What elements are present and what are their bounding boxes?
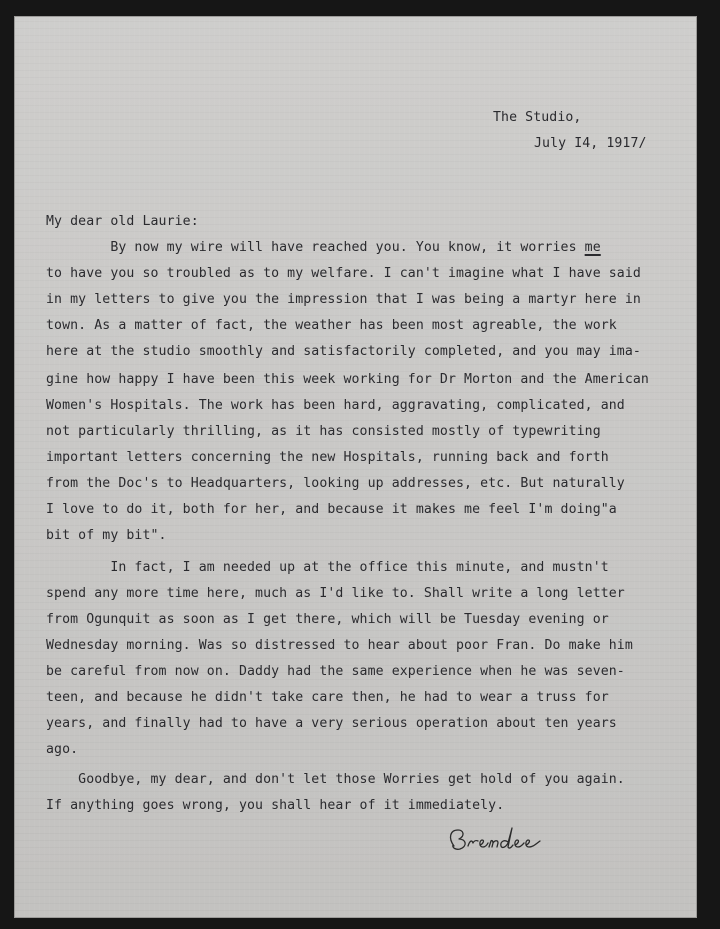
emphasized-word: me (584, 240, 601, 255)
paragraph-1-line-6: gine how happy I have been this week working for Dr Morton and the American (46, 372, 649, 387)
letter-place: The Studio, (493, 110, 582, 125)
paragraph-1-line-3: in my letters to give you the impression that I was being a martyr here in (46, 292, 641, 307)
paragraph-3-line-1: Goodbye, my dear, and don't let those Worries get hold of you again. (46, 772, 625, 787)
paragraph-1-line-1-text: By now my wire will have reached you. You know, it worries (46, 240, 585, 255)
paragraph-1-line-5: here at the studio smoothly and satisfactorily completed, and you may ima- (46, 344, 641, 359)
paragraph-2-line-5: be careful from now on. Daddy had the same experience when he was seven- (46, 664, 625, 679)
paragraph-2-line-6: teen, and because he didn't take care then, he had to wear a truss for (46, 690, 609, 705)
paragraph-1-line-2: to have you so troubled as to my welfare. I can't imagine what I have said (46, 266, 641, 281)
paragraph-2-line-1: In fact, I am needed up at the office this minute, and mustn't (46, 560, 609, 575)
paragraph-1-line-8: not particularly thrilling, as it has consisted mostly of typewriting (46, 424, 601, 439)
paragraph-3-line-2: If anything goes wrong, you shall hear of it immediately. (46, 798, 505, 813)
paragraph-2-line-4: Wednesday morning. Was so distressed to hear about poor Fran. Do make him (46, 638, 633, 653)
letter-date: July I4, 1917/ (534, 136, 647, 151)
paragraph-2-line-3: from Ogunquit as soon as I get there, which will be Tuesday evening or (46, 612, 609, 627)
handwritten-signature (446, 824, 546, 858)
paragraph-2-line-2: spend any more time here, much as I'd like to. Shall write a long letter (46, 586, 625, 601)
salutation: My dear old Laurie: (46, 214, 199, 229)
paragraph-2-line-7: years, and finally had to have a very serious operation about ten years (46, 716, 617, 731)
paragraph-1-line-7: Women's Hospitals. The work has been hard, aggravating, complicated, and (46, 398, 625, 413)
paragraph-1-line-4: town. As a matter of fact, the weather has been most agreable, the work (46, 318, 617, 333)
paragraph-1-line-11: I love to do it, both for her, and because it makes me feel I'm doing"a (46, 502, 617, 517)
paragraph-1-line-12: bit of my bit". (46, 528, 167, 543)
paragraph-1-line-10: from the Doc's to Headquarters, looking up addresses, etc. But naturally (46, 476, 625, 491)
paragraph-1-line-9: important letters concerning the new Hospitals, running back and forth (46, 450, 609, 465)
paragraph-2-line-8: ago. (46, 742, 79, 757)
paragraph-1-line-1 (46, 240, 601, 256)
